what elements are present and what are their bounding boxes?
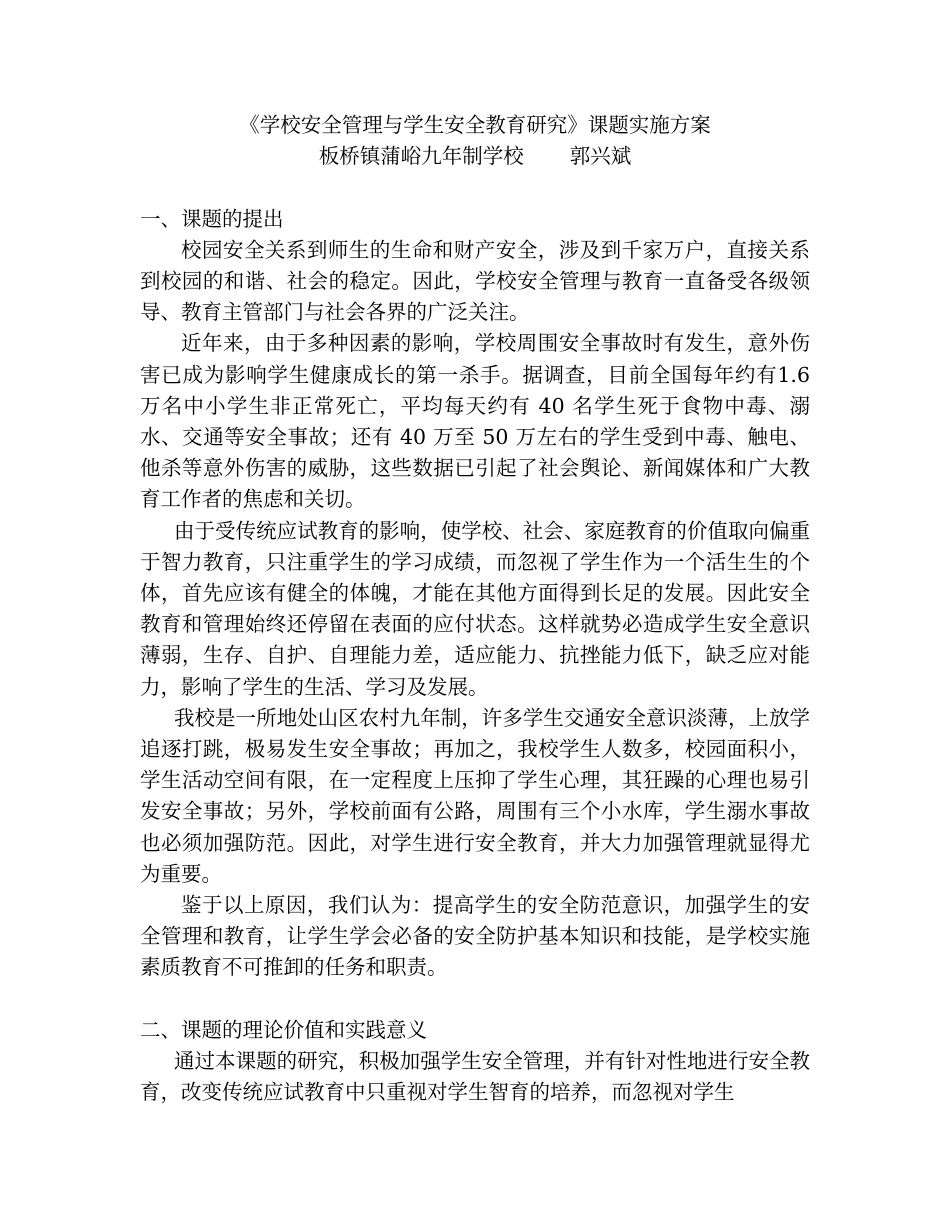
author-line (140, 141, 810, 172)
section-heading-2: 二、课题的理论价值和实践意义 (140, 1017, 427, 1042)
blank-line (140, 172, 810, 203)
paragraph: 由于受传统应试教育的影响，使学校、社会、家庭教育的价值取向偏重于智力教育，只注重学生的学习成绩，而忽视了学生作为一个活生生的个体，首先应该有健全的体魄，才能在其他方面得到长足的发展。因此安全教育和管理始终还停留在表面的应付状态。这样就势必造成学生安全意识薄弱，生存、自护、自理能力差，适应能力、抗挫能力低下，缺乏应对能力，影响了学生的生活、学习及发展。 (140, 518, 810, 699)
document-body (140, 110, 810, 1108)
blank-line (140, 984, 810, 1015)
paragraph: 近年来，由于多种因素的影响，学校周围安全事故时有发生，意外伤害已成为影响学生健康成长的第一杀手。据调查，目前全国每年约有1.6 万名中小学生非正常死亡，平均每天约有 40 名学生死于食物中毒、溺水、交通等安全事故；还有 40 万至 50 万左右的学生受到中毒、触电、他杀等意外伤害的威胁，这些数据已引起了社会舆论、新闻媒体和广大教育工作者的焦虑和关切。 (140, 331, 810, 512)
school-name: 板桥镇蒲峪九年制学校 (318, 144, 524, 169)
paragraph: 通过本课题的研究，积极加强学生安全管理，并有针对性地进行安全教育，改变传统应试教育中只重视对学生智育的培养，而忽视对学生 (140, 1049, 810, 1105)
paragraph: 鉴于以上原因，我们认为：提高学生的安全防范意识，加强学生的安全管理和教育，让学生学会必备的安全防护基本知识和技能，是学校实施素质教育不可推卸的任务和职责。 (140, 893, 810, 980)
document-title: 《学校安全管理与学生安全教育研究》课题实施方案 (239, 113, 711, 137)
section-heading-1: 一、课题的提出 (140, 206, 284, 231)
author-name: 郭兴斌 (569, 144, 632, 169)
paragraph: 校园安全关系到师生的生命和财产安全，涉及到千家万户，直接关系到校园的和谐、社会的稳定。因此，学校安全管理与教育一直备受各级领导、教育主管部门与社会各界的广泛关注。 (140, 237, 810, 325)
paragraph: 我校是一所地处山区农村九年制，许多学生交通安全意识淡薄，上放学追逐打跳，极易发生安全事故；再加之，我校学生人数多，校园面积小，学生活动空间有限，在一定程度上压抑了学生心理，其狂躁的心理也易引发安全事故；另外，学校前面有公路，周围有三个小水库，学生溺水事故也必须加强防范。因此，对学生进行安全教育，并大力加强管理就显得尤为重要。 (140, 705, 810, 886)
